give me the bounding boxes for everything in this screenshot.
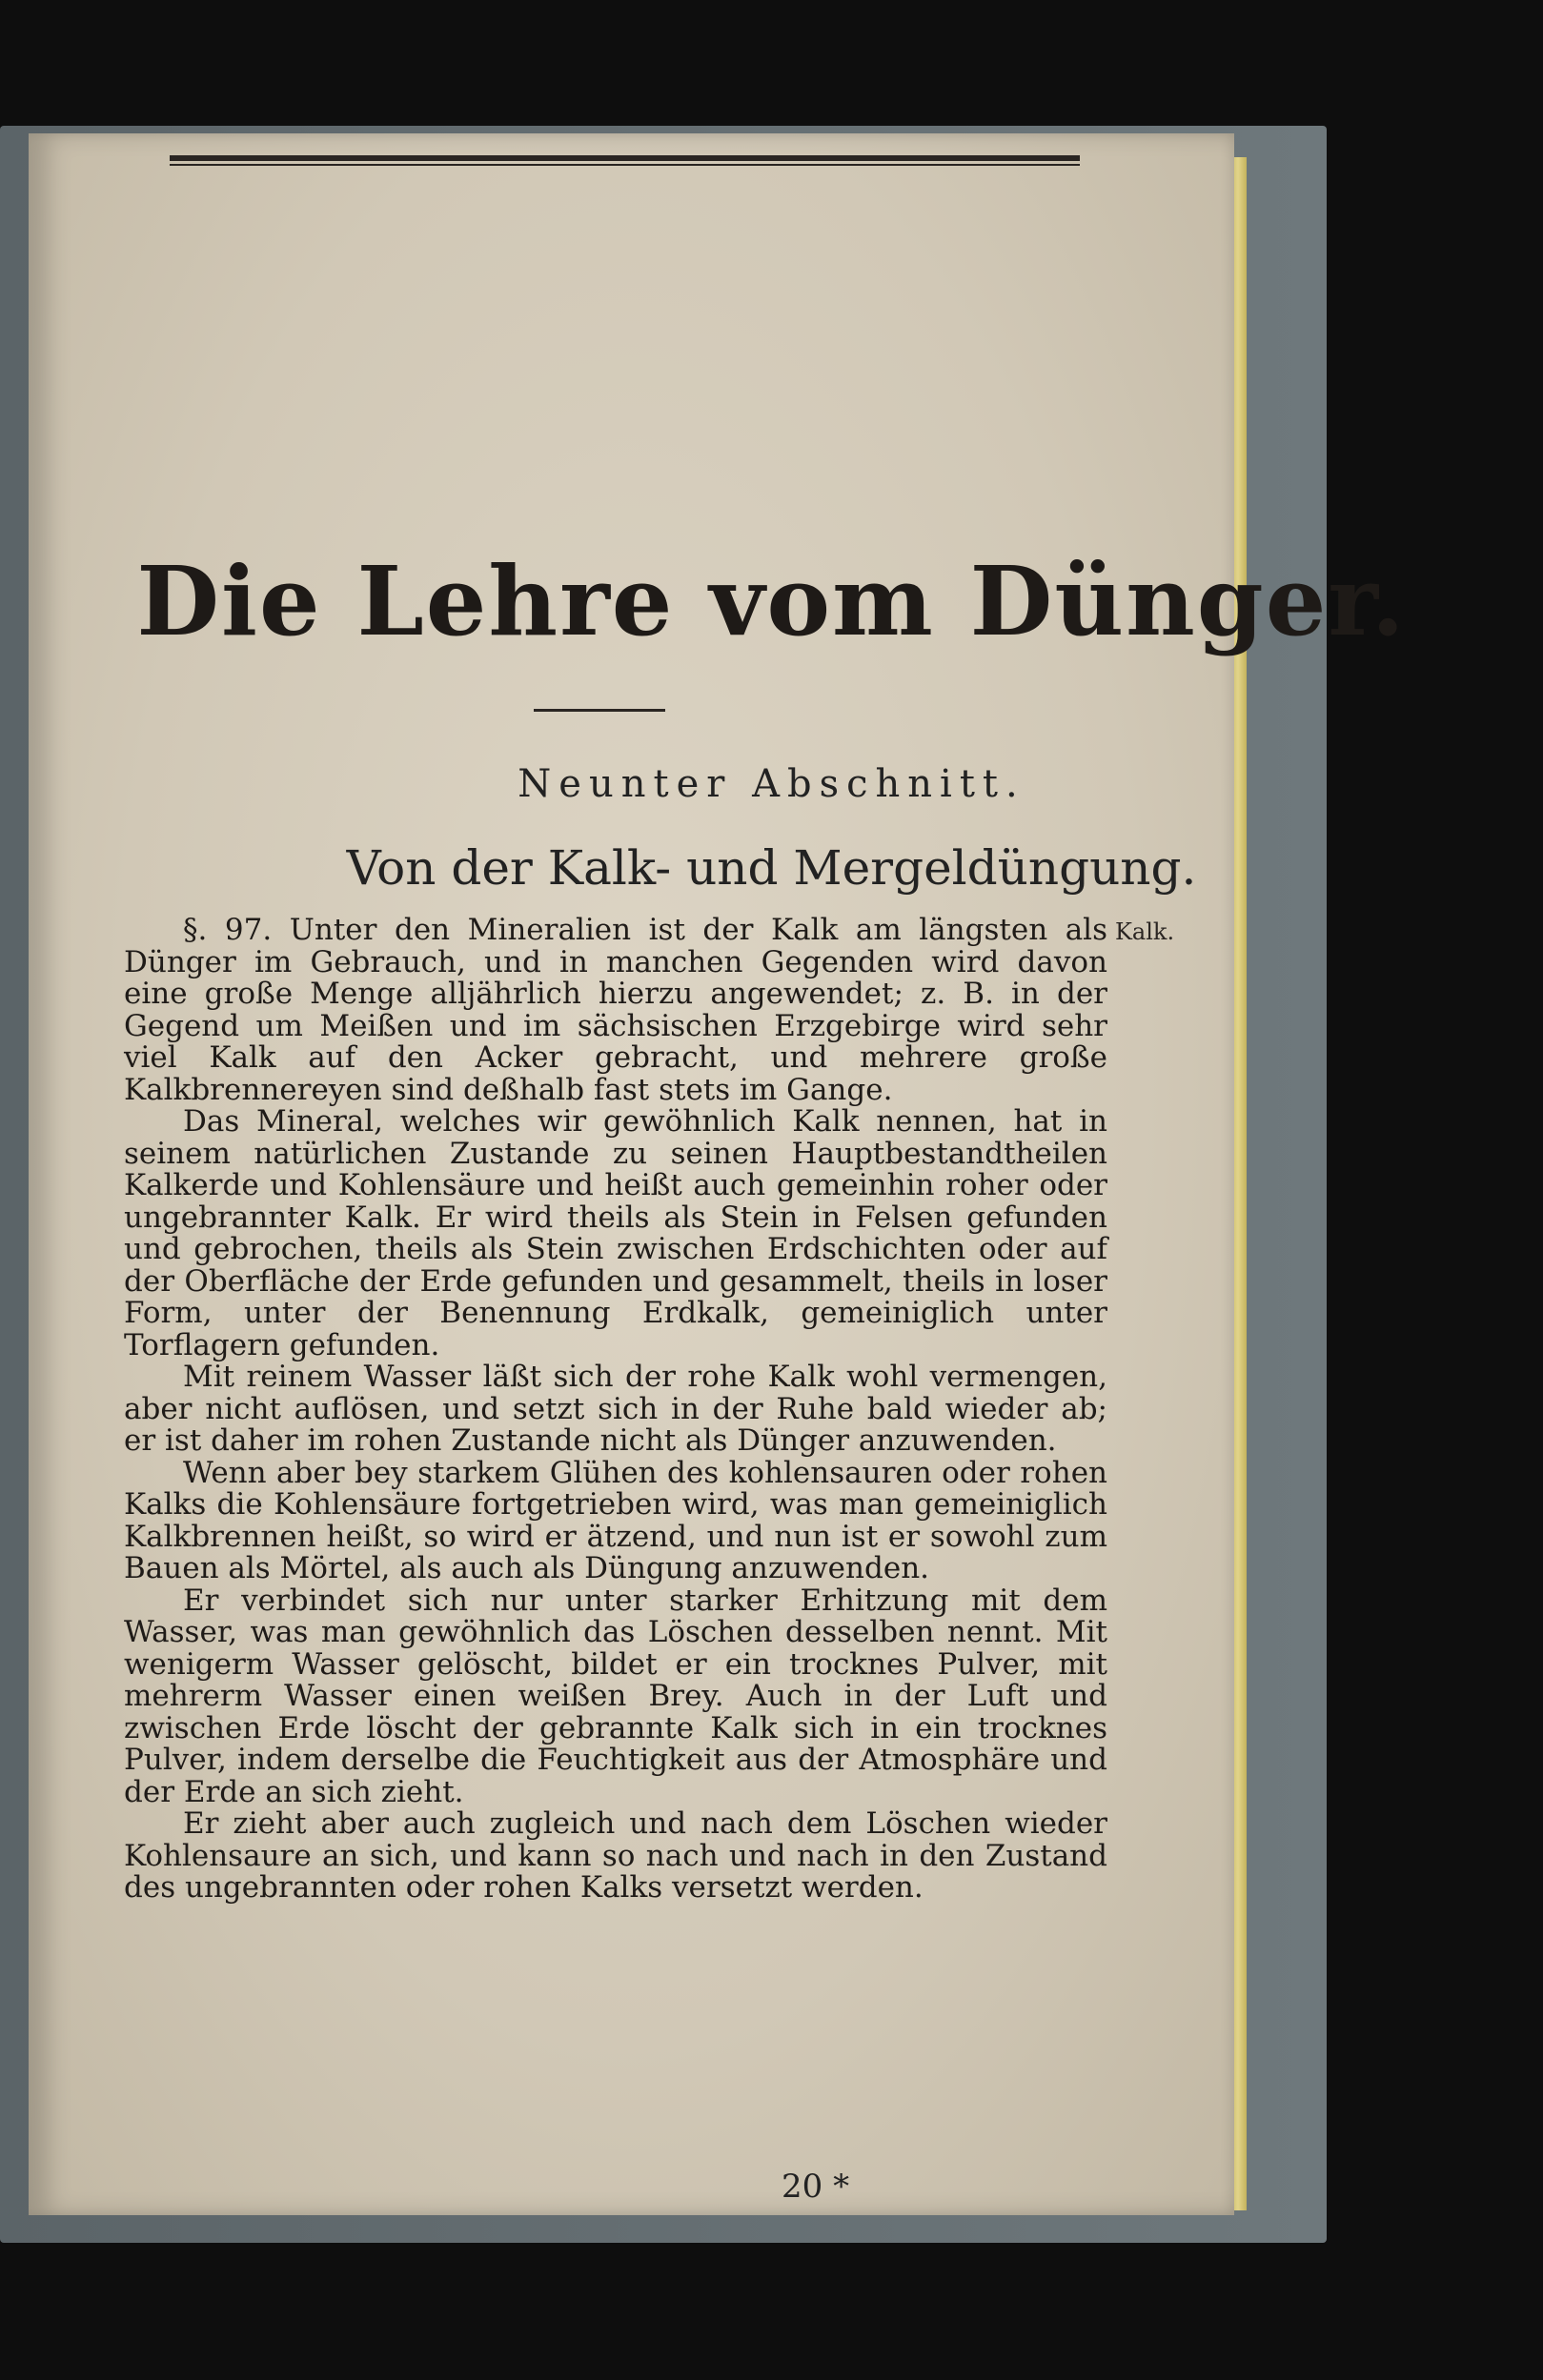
paragraph: Wenn aber bey starkem Glühen des kohlensauren oder rohen Kalks die Kohlensäure fortgetrieben wird, was man gemeiniglich Kalkbrennen heißt, so wird er ätzend, und nun ist er sowohl zum Bauen als Mörtel, als auch als Düngung anzuwenden. <box>124 1455 1107 1585</box>
paragraph: Mit reinem Wasser läßt sich der rohe Kalk wohl vermengen, aber nicht auflösen, und setzt sich in der Ruhe bald wieder ab; er ist daher im rohen Zustande nicht als Dünger anzuwenden. <box>124 1360 1107 1458</box>
section-subtitle: Von der Kalk- und Mergeldüngung. <box>346 840 1197 896</box>
paragraph: §. 97. Unter den Mineralien ist der Kalk am längsten als Dünger im Gebrauch, und in manchen Gegenden wird davon eine große Menge alljährlich hierzu angewendet; z. B. in der Gegend um Meißen und im sächsischen Erzgebirge wird sehr viel Kalk auf den Acker gebracht, und mehrere große Kalkbrennereyen sind deßhalb fast stets im Gange. <box>124 913 1107 1107</box>
margin-note: Kalk. <box>1115 918 1175 945</box>
body-text <box>124 915 1107 1905</box>
paragraph: Das Mineral, welches wir gewöhnlich Kalk nennen, hat in seinem natürlichen Zustande zu seinen Hauptbestandtheilen Kalkerde und Kohlensäure und heißt auch gemeinhin roher oder ungebrannter Kalk. Er wird theils als Stein in Felsen gefunden und gebrochen, theils als Stein zwischen Erdschichten oder auf der Oberfläche der Erde gefunden und gesammelt, theils in loser Form, unter der Benennung Erdkalk, gemeiniglich unter Torflagern gefunden. <box>124 1104 1107 1362</box>
page-title: Die Lehre vom Dünger. <box>136 545 1407 657</box>
page-number: 20 * <box>782 2168 850 2206</box>
paragraph: Er verbindet sich nur unter starker Erhitzung mit dem Wasser, was man gewöhnlich das Löschen desselben nennt. Mit wenigerm Wasser gelöscht, bildet er ein trocknes Pulver, mit mehrerm Wasser einen weißen Brey. Auch in der Luft und zwischen Erde löscht der gebrannte Kalk sich in ein trocknes Pulver, indem derselbe die Feuchtigkeit aus der Atmosphäre und der Erde an sich zieht. <box>124 1583 1107 1809</box>
title-divider <box>534 709 665 712</box>
paragraph: Er zieht aber auch zugleich und nach dem Löschen wieder Kohlensaure an sich, und kann so nach und nach in den Zustand des ungebrannten oder rohen Kalks versetzt werden. <box>124 1806 1107 1905</box>
top-rule <box>170 155 1080 166</box>
section-heading: Neunter Abschnitt. <box>518 762 1025 806</box>
